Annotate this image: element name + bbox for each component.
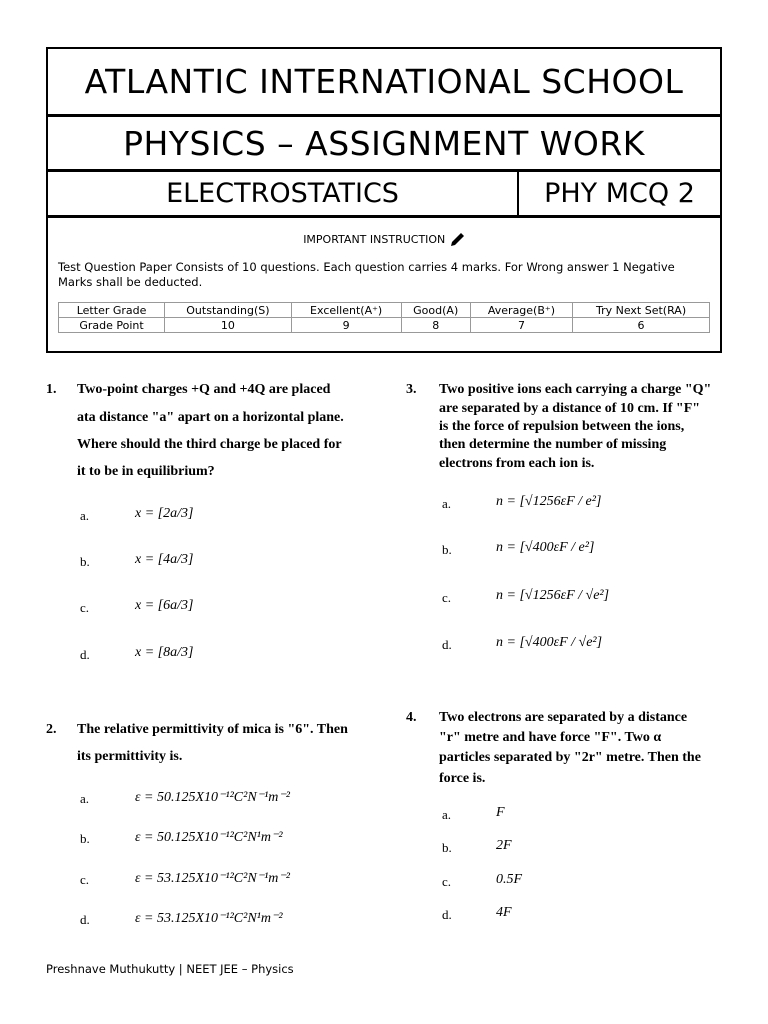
question-number: 1.	[46, 382, 57, 397]
question-1-line-2: ata distance "a" apart on a horizontal plane.	[77, 410, 344, 425]
question-3-line-2: are separated by a distance of 10 cm. If "F"	[439, 401, 701, 416]
option-label: d.	[442, 637, 452, 652]
question-2-line-1: The relative permittivity of mica is "6". Then	[77, 722, 348, 737]
topic-row	[48, 172, 720, 218]
option-value: x = [8a/3]	[135, 645, 194, 660]
question-2-line-2: its permittivity is.	[77, 749, 183, 764]
pencil-icon	[449, 232, 465, 248]
option-label: b.	[442, 840, 452, 855]
question-number: 4.	[406, 710, 417, 725]
question-1-line-3: Where should the third charge be placed for	[77, 437, 342, 452]
grade-cell: 10	[165, 318, 292, 333]
option-label: d.	[442, 907, 452, 922]
grade-cell: Outstanding(S)	[165, 303, 292, 318]
instruction-title: IMPORTANT INSTRUCTION	[303, 233, 446, 246]
paper-code: PHY MCQ 2	[544, 178, 695, 209]
option-label: a.	[442, 807, 452, 822]
topic-title: ELECTROSTATICS	[48, 172, 519, 215]
option-label: b.	[80, 831, 90, 846]
option-label: c.	[442, 874, 452, 889]
question-3-line-5: electrons from each ion is.	[439, 456, 595, 471]
grade-table	[58, 302, 710, 333]
question-1-line-1: Two-point charges +Q and +4Q are placed	[77, 382, 331, 397]
grade-cell: 6	[573, 318, 710, 333]
question-3-line-1: Two positive ions each carrying a charge "Q"	[439, 382, 712, 397]
option-value: x = [4a/3]	[135, 552, 194, 567]
option-label: d.	[80, 912, 90, 927]
grade-letter-row	[59, 303, 710, 318]
question-3-line-3: is the force of repulsion between the ions,	[439, 419, 685, 434]
option-value: 0.5F	[496, 872, 523, 887]
option-value: ε = 50.125X10⁻¹²C²N⁻¹m⁻²	[135, 790, 290, 805]
option-value: ε = 50.125X10⁻¹²C²N¹m⁻²	[135, 830, 283, 845]
question-4-line-4: force is.	[439, 771, 486, 786]
grade-point-row	[59, 318, 710, 333]
option-value: 2F	[496, 838, 512, 853]
option-label: b.	[442, 542, 452, 557]
option-label: c.	[80, 872, 90, 887]
question-4-line-1: Two electrons are separated by a distance	[439, 710, 688, 725]
option-label: a.	[442, 496, 452, 511]
question-4-line-2: "r" metre and have force "F". Two α	[439, 730, 662, 745]
question-1-line-4: it to be in equilibrium?	[77, 464, 215, 479]
option-label: c.	[80, 600, 90, 615]
option-value: ε = 53.125X10⁻¹²C²N⁻¹m⁻²	[135, 871, 290, 886]
option-label: c.	[442, 590, 452, 605]
grade-cell: Average(B⁺)	[470, 303, 572, 318]
question-4-line-3: particles separated by "2r" metre. Then the	[439, 750, 701, 765]
option-label: b.	[80, 554, 90, 569]
school-name: ATLANTIC INTERNATIONAL SCHOOL	[48, 49, 720, 117]
grade-cell: Try Next Set(RA)	[573, 303, 710, 318]
grade-cell: Grade Point	[59, 318, 165, 333]
option-label: a.	[80, 508, 90, 523]
option-value: x = [6a/3]	[135, 598, 194, 613]
grade-cell: Good(A)	[401, 303, 470, 318]
grade-cell: Letter Grade	[59, 303, 165, 318]
option-value: n = [√1256εF / √e²]	[496, 588, 610, 603]
grade-cell: 9	[291, 318, 401, 333]
header-box	[46, 47, 722, 353]
grade-cell: 7	[470, 318, 572, 333]
question-number: 2.	[46, 722, 57, 737]
option-value: x = [2a/3]	[135, 506, 194, 521]
grade-cell: Excellent(A⁺)	[291, 303, 401, 318]
option-value: 4F	[496, 905, 512, 920]
option-value: n = [√1256εF / e²]	[496, 494, 602, 509]
option-value: ε = 53.125X10⁻¹²C²N¹m⁻²	[135, 911, 283, 926]
subject-title: PHYSICS – ASSIGNMENT WORK	[48, 117, 720, 172]
option-value: n = [√400εF / √e²]	[496, 635, 603, 650]
instruction-title-wrap	[48, 232, 720, 248]
question-3-line-4: then determine the number of missing	[439, 437, 667, 452]
option-value: n = [√400εF / e²]	[496, 540, 595, 555]
option-label: d.	[80, 647, 90, 662]
option-value: F	[496, 805, 505, 820]
grade-cell: 8	[401, 318, 470, 333]
question-number: 3.	[406, 382, 417, 397]
option-label: a.	[80, 791, 90, 806]
instruction-text: Test Question Paper Consists of 10 questions. Each question carries 4 marks. For Wrong answer 1 Negative Marks shall be deducted.	[58, 260, 675, 289]
footer-credit: Preshnave Muthukutty | NEET JEE – Physics	[46, 962, 294, 976]
